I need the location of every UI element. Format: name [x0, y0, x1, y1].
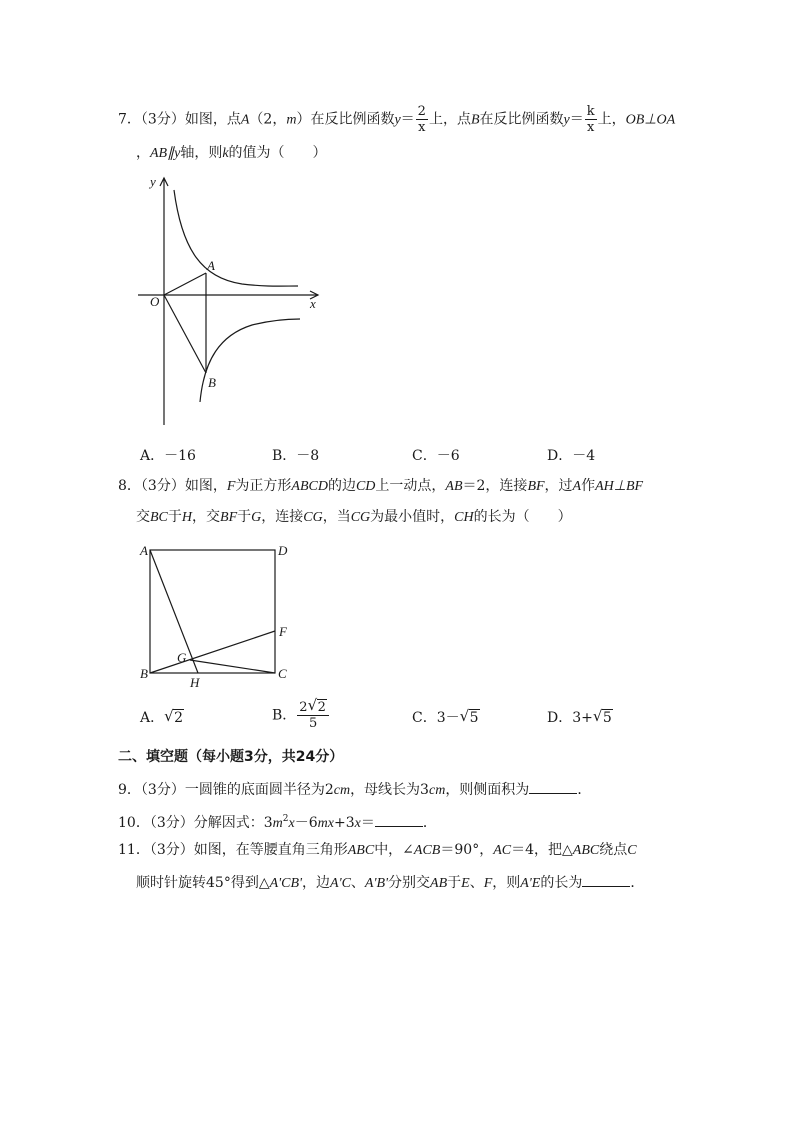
q10-line: 10．（3分）分解因式：$3m^2x-6mx+3x=$ ．	[118, 809, 437, 834]
q7-line1: 7．（3分）如图，点A（2，m）在反比例函数y＝ $\frac{2}{x}$ 上，点B在反比例函数y＝ $\frac{k}{x}$ 上，OB⊥OA	[118, 104, 676, 135]
q7-option-b[interactable]: B．－8	[272, 448, 320, 464]
fraction-k-over-x: $\frac{k}{x}$	[586, 104, 595, 135]
label-F: F	[279, 624, 287, 639]
segment-AH	[150, 550, 198, 673]
label-D: D	[278, 543, 288, 558]
label-B: B	[208, 375, 216, 390]
q7-option-a[interactable]: A．－16	[140, 448, 196, 464]
q7-option-d[interactable]: D．－4	[547, 448, 596, 464]
label-O: O	[150, 294, 160, 309]
q11-line2: 顺时针旋转45°得到△A'CB'，边A'C、A'B'分别交AB于E、F，则A'E的长为 ．	[136, 871, 644, 894]
segment-BF	[150, 631, 275, 673]
label-B: B	[140, 666, 148, 681]
q9-line: 9．（3分）一圆锥的底面圆半径为2cm，母线长为3cm，则侧面积为 ．	[118, 778, 591, 801]
segment-GC	[190, 660, 275, 673]
label-A: A	[207, 258, 215, 273]
square-ABCD	[150, 550, 275, 673]
answer-blank[interactable]	[582, 871, 630, 887]
label-y: y	[150, 174, 156, 189]
curve-upper	[174, 190, 298, 286]
label-C: C	[278, 666, 287, 681]
label-G: G	[177, 650, 187, 665]
q7-option-c[interactable]: C．－6	[412, 448, 460, 464]
q8-option-a[interactable]: A． √ 2	[140, 707, 184, 726]
fraction-2-over-x: $\frac{2}{x}$	[417, 104, 426, 135]
q8-option-c[interactable]: C．3－ √ 5	[412, 707, 479, 726]
label-A: A	[140, 543, 148, 558]
answer-blank[interactable]	[375, 811, 423, 827]
q8-option-b[interactable]: B． 2 √ 2 5	[272, 700, 330, 731]
q8-figure	[138, 540, 308, 690]
q8-line2: 交BC于H，交BF于G，连接CG，当CG为最小值时，CH的长为（ ）	[136, 509, 572, 525]
segment-OA	[164, 273, 206, 295]
q8-line1: 8．（3分）如图，F为正方形ABCD的边CD上一动点，AB＝2，连接BF，过A作AH⊥BF	[118, 478, 644, 494]
segment-OB	[164, 295, 206, 373]
q8-option-d[interactable]: D．3+ √ 5	[547, 707, 612, 726]
section-heading: 二、填空题（每小题3分，共24分）	[118, 749, 344, 765]
q7-figure	[132, 170, 332, 430]
q11-line1: 11．（3分）如图，在等腰直角三角形ABC中，∠ACB＝90°，AC＝4，把△ABC绕点C	[118, 842, 637, 858]
answer-blank[interactable]	[529, 778, 577, 794]
label-x: x	[310, 296, 316, 311]
q7-line2: ，AB∥y轴，则k的值为（ ）	[136, 145, 327, 161]
label-H: H	[190, 675, 200, 690]
